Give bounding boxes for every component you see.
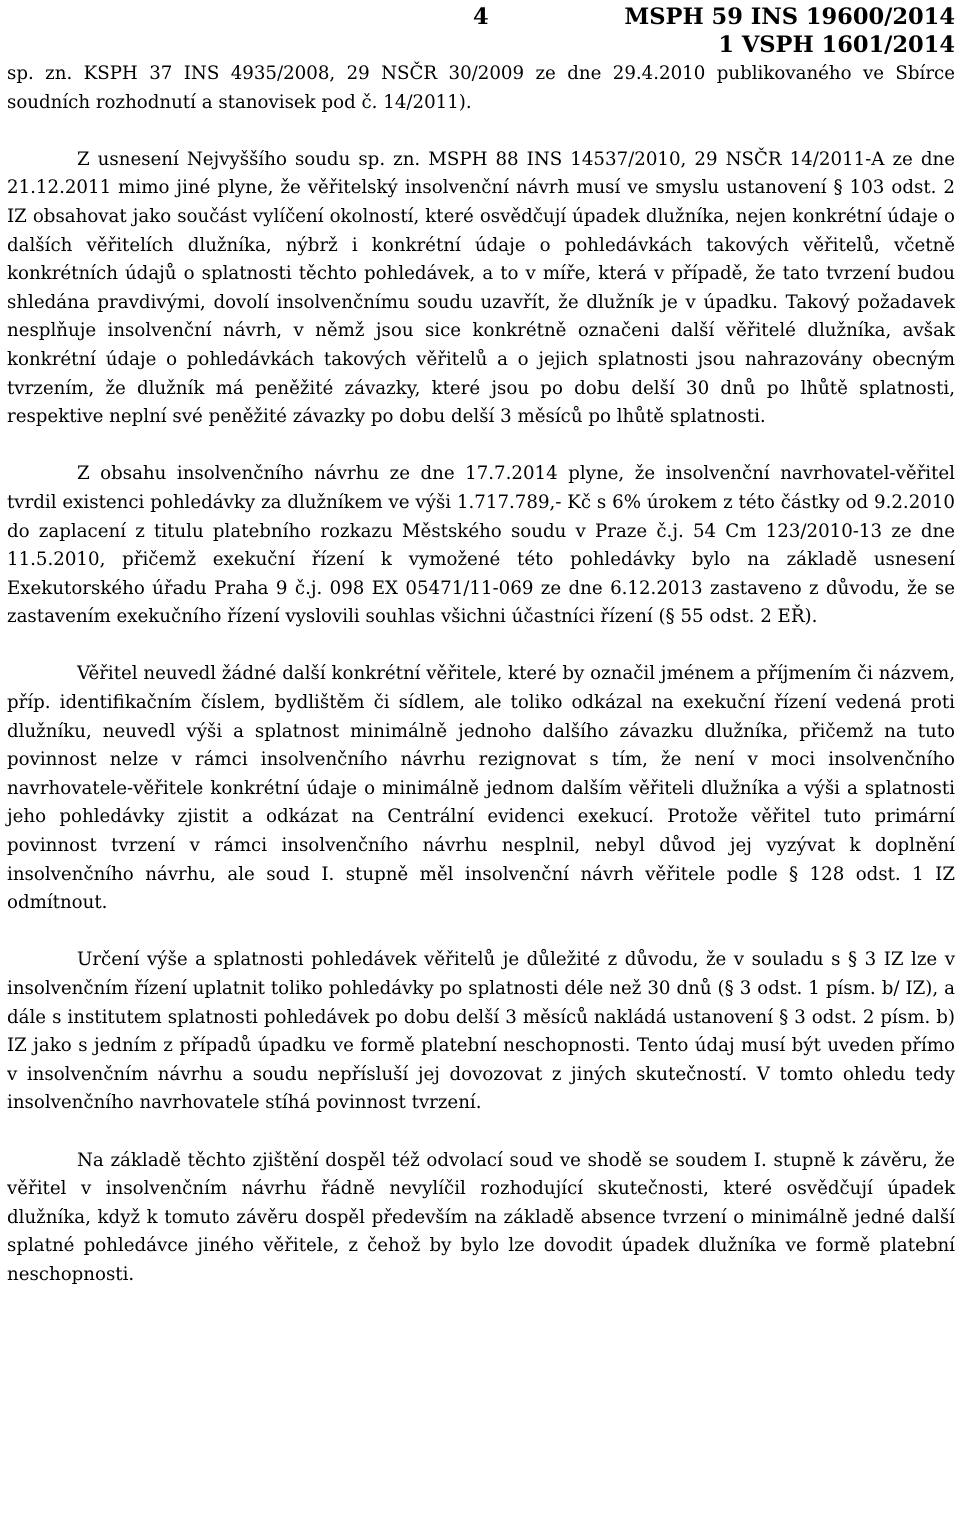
case-references: [624, 3, 955, 59]
paragraph-conclusion: Na základě těchto zjištění dospěl též odvolací soud ve shodě se soudem I. stupně k závěru, že věřitel v insolvenčním návrhu řádně nevylíčil rozhodující skutečnosti, které osvědčují úpadek dlužníka, když k tomuto závěru dospěl především na základě absence tvrzení o minimálně jedné další splatné pohledávce jiného věřitele, z čehož by bylo lze dovodit úpadek dlužníka ve formě platební neschopnosti.: [7, 1149, 955, 1285]
case-reference-appeal: 1 VSPH 1601/2014: [718, 32, 955, 58]
document-page: [7, 0, 955, 1285]
case-reference-primary: MSPH 59 INS 19600/2014: [624, 4, 955, 30]
paragraph-continuation: sp. zn. KSPH 37 INS 4935/2008, 29 NSČR 30/2009 ze dne 29.4.2010 publikovaného ve Sbírce soudních rozhodnutí a stanovisek pod č. 14/2011).: [7, 63, 955, 113]
paragraph-maturity-determination: Určení výše a splatnosti pohledávek věřitelů je důležité z důvodu, že v souladu s § 3 IZ lze v insolvenčním řízení uplatnit toliko pohledávky po splatnosti déle než 30 dnů (§ 3 odst. 1 písm. b/ IZ), a dále s institutem splatnosti pohledávek po dobu delší 3 měsíců nakládá ustanovení § 3 odst. 2 písm. b) IZ jako s jedním z případů úpadku ve formě platební neschopnosti. Tento údaj musí být uveden přímo v insolvenčním návrhu a soudu nepřísluší jej dovozovat z jiných skutečností. V tomto ohledu tedy insolvenčního navrhovatele stíhá povinnost tvrzení.: [7, 949, 955, 1114]
document-body: [7, 60, 955, 1290]
paragraph-petition-content: Z obsahu insolvenčního návrhu ze dne 17.7.2014 plyne, že insolvenční navrhovatel-věřitel tvrdil existenci pohledávky za dlužníkem ve výši 1.717.789,- Kč s 6% úrokem z této částky od 9.2.2010 do zaplacení z titulu platebního rozkazu Městského soudu v Praze č.j. 54 Cm 123/2010-13 ze dne 11.5.2010, přičemž exekuční řízení k vymožené této pohledávky bylo na základě usnesení Exekutorského úřadu Praha 9 č.j. 098 EX 05471/11-069 ze dne 6.12.2013 zastaveno z důvodu, že se zastavením exekučního řízení vyslovili souhlas všichni účastníci řízení (§ 55 odst. 2 EŘ).: [7, 463, 955, 628]
page-header: [7, 0, 955, 60]
paragraph-supreme-court-ruling: Z usnesení Nejvyššího soudu sp. zn. MSPH 88 INS 14537/2010, 29 NSČR 14/2011-A ze dne 21.12.2011 mimo jiné plyne, že věřitelský insolvenční návrh musí ve smyslu ustanovení § 103 odst. 2 IZ obsahovat jako součást vylíčení okolností, které osvědčují úpadek dlužníka, nejen konkrétní údaje o dalších věřitelích dlužníka, nýbrž i konkrétní údaje o pohledávkách takových věřitelů, včetně konkrétních údajů o splatnosti těchto pohledávek, a to v míře, která v případě, že tato tvrzení budou shledána pravdivými, dovolí insolvenčnímu soudu uzavřít, že dlužník je v úpadku. Takový požadavek nesplňuje insolvenční návrh, v němž jsou sice konkrétně označeni další věřitelé dlužníka, avšak konkrétní údaje o pohledávkách takových věřitelů a o jejich splatnosti jsou nahrazovány obecným tvrzením, že dlužník má peněžité závazky, které jsou po dobu delší 30 dnů po lhůtě splatnosti, respektive neplní své peněžité závazky po dobu delší 3 měsíců po lhůtě splatnosti.: [7, 148, 955, 428]
paragraph-creditor-omission: Věřitel neuvedl žádné další konkrétní věřitele, které by označil jménem a příjmením či názvem, příp. identifikačním číslem, bydlištěm či sídlem, ale toliko odkázal na exekuční řízení vedená proti dlužníku, neuvedl výši a splatnost minimálně jednoho dalšího závazku dlužníka, přičemž na tuto povinnost nelze v rámci insolvenčního návrhu rezignovat s tím, že není v moci insolvenčního navrhovatele-věřitele konkrétní údaje o minimálně jednom dalším věřiteli dlužníka a výši a splatnosti jeho pohledávky zjistit a odkázat na Centrální evidenci exekucí. Protože věřitel tuto primární povinnost tvrzení v rámci insolvenčního návrhu nesplnil, nebyl důvod jej vyzývat k doplnění insolvenčního návrhu, ale soud I. stupně měl insolvenční návrh věřitele podle § 128 odst. 1 IZ odmítnout.: [7, 663, 955, 914]
page-number: 4: [473, 4, 489, 30]
